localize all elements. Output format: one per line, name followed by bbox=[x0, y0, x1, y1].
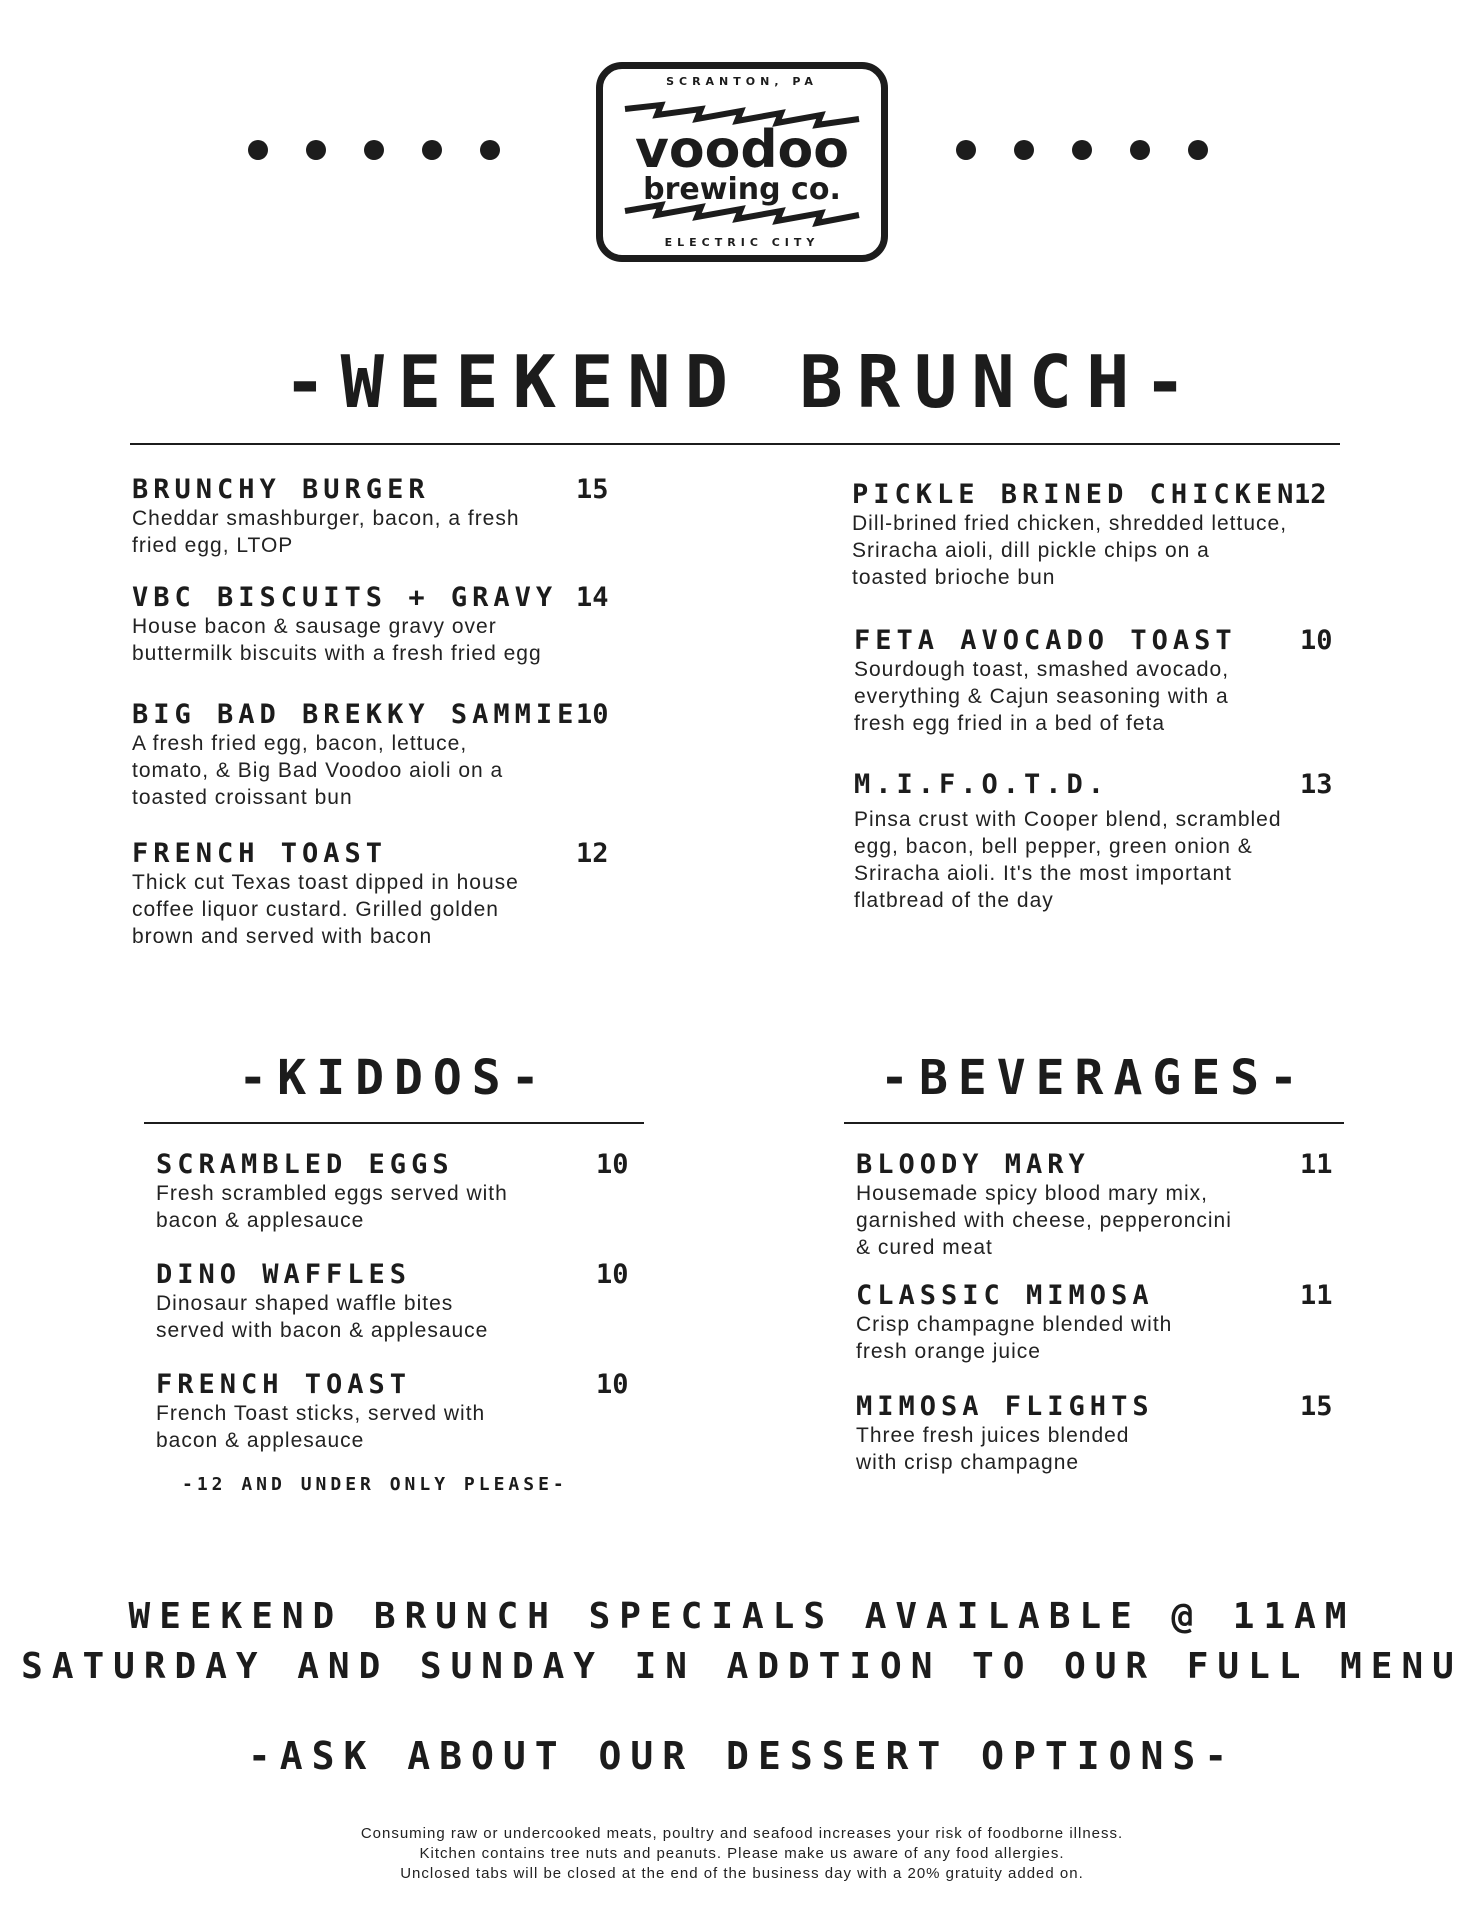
item-price: 10 bbox=[596, 1369, 629, 1400]
logo-lightning-icon bbox=[621, 95, 863, 235]
item-desc-line: Dinosaur shaped waffle bites bbox=[156, 1292, 454, 1315]
item-price: 10 bbox=[596, 1149, 629, 1180]
item-desc-line: bacon & applesauce bbox=[156, 1209, 365, 1232]
kiddos-title: -KIDDOS- bbox=[238, 1050, 550, 1106]
item-name: BLOODY MARY bbox=[856, 1149, 1090, 1180]
item-desc-line: Sriracha aioli. It's the most important bbox=[854, 862, 1232, 885]
item-name: PICKLE BRINED CHICKEN bbox=[852, 479, 1299, 510]
dot bbox=[956, 140, 976, 160]
item-desc-line: Fresh scrambled eggs served with bbox=[156, 1182, 508, 1205]
item-desc-line: Dill-brined fried chicken, shredded lettuce, bbox=[852, 512, 1288, 535]
dot bbox=[1014, 140, 1034, 160]
menu-item bbox=[856, 1281, 1356, 1365]
item-desc-line: buttermilk biscuits with a fresh fried egg bbox=[132, 642, 542, 665]
menu-item bbox=[854, 770, 1354, 914]
logo-top-text: SCRANTON, PA bbox=[666, 75, 818, 88]
menu-item bbox=[156, 1370, 636, 1454]
item-desc-line: garnished with cheese, pepperoncini bbox=[856, 1209, 1232, 1232]
item-name: CLASSIC MIMOSA bbox=[856, 1280, 1154, 1311]
specials-line: WEEKEND BRUNCH SPECIALS AVAILABLE @ 11AM bbox=[128, 1596, 1356, 1637]
menu-item bbox=[852, 480, 1352, 591]
dot bbox=[1130, 140, 1150, 160]
item-desc-line: Sourdough toast, smashed avocado, bbox=[854, 658, 1230, 681]
item-desc-line: tomato, & Big Bad Voodoo aioli on a bbox=[132, 759, 504, 782]
item-desc-line: Thick cut Texas toast dipped in house bbox=[132, 871, 519, 894]
item-name: VBC BISCUITS + GRAVY bbox=[132, 582, 558, 613]
specials-line: SATURDAY AND SUNDAY IN ADDTION TO OUR FULL MENU bbox=[21, 1646, 1463, 1687]
left-dot-row bbox=[248, 140, 538, 160]
item-desc-line: French Toast sticks, served with bbox=[156, 1402, 486, 1425]
dot bbox=[422, 140, 442, 160]
item-desc-line: bacon & applesauce bbox=[156, 1429, 365, 1452]
page-title: -WEEKEND BRUNCH- bbox=[283, 340, 1201, 424]
item-price: 10 bbox=[596, 1259, 629, 1290]
item-desc-line: A fresh fried egg, bacon, lettuce, bbox=[132, 732, 468, 755]
dot bbox=[1188, 140, 1208, 160]
item-desc-line: & cured meat bbox=[856, 1236, 993, 1259]
item-name: FRENCH TOAST bbox=[156, 1369, 412, 1400]
item-name: MIMOSA FLIGHTS bbox=[856, 1391, 1154, 1422]
disclaimer-line: Kitchen contains tree nuts and peanuts. Please make us aware of any food allergies. bbox=[419, 1845, 1065, 1862]
item-price: 11 bbox=[1300, 1280, 1333, 1311]
item-price: 14 bbox=[576, 582, 609, 613]
item-desc-line: Crisp champagne blended with bbox=[856, 1313, 1173, 1336]
item-desc-line: everything & Cajun seasoning with a bbox=[854, 685, 1229, 708]
item-desc-line: Cheddar smashburger, bacon, a fresh bbox=[132, 507, 520, 530]
item-desc-line: fresh orange juice bbox=[856, 1340, 1041, 1363]
logo-wordmark: voodoo bbox=[634, 120, 850, 180]
menu-item bbox=[156, 1150, 636, 1234]
item-desc-line: Pinsa crust with Cooper blend, scrambled bbox=[854, 808, 1282, 831]
dot bbox=[306, 140, 326, 160]
disclaimer-line: Consuming raw or undercooked meats, poultry and seafood increases your risk of foodborne illness. bbox=[360, 1825, 1124, 1842]
kiddos-divider bbox=[144, 1122, 644, 1124]
item-desc-line: with crisp champagne bbox=[856, 1451, 1080, 1474]
title-divider bbox=[130, 443, 1340, 445]
item-desc-line: Three fresh juices blended bbox=[856, 1424, 1130, 1447]
dessert-note: -ASK ABOUT OUR DESSERT OPTIONS- bbox=[247, 1734, 1237, 1778]
menu-item bbox=[854, 626, 1354, 737]
menu-item bbox=[856, 1150, 1356, 1261]
item-price: 12 bbox=[1294, 479, 1327, 510]
item-name: FRENCH TOAST bbox=[132, 838, 388, 869]
item-name: M.I.F.O.T.D. bbox=[854, 769, 1110, 800]
item-desc-line: toasted croissant bun bbox=[132, 786, 353, 809]
item-name: DINO WAFFLES bbox=[156, 1259, 412, 1290]
brewery-logo bbox=[596, 62, 888, 262]
item-desc-line: Sriracha aioli, dill pickle chips on a bbox=[852, 539, 1210, 562]
menu-item bbox=[132, 700, 612, 811]
item-name: BRUNCHY BURGER bbox=[132, 474, 430, 505]
item-price: 10 bbox=[576, 699, 609, 730]
item-name: SCRAMBLED EGGS bbox=[156, 1149, 454, 1180]
item-desc-line: fried egg, LTOP bbox=[132, 534, 294, 557]
dot bbox=[248, 140, 268, 160]
beverages-title: -BEVERAGES- bbox=[880, 1050, 1308, 1106]
item-desc-line: toasted brioche bun bbox=[852, 566, 1056, 589]
menu-item bbox=[132, 839, 612, 950]
item-desc-line: fresh egg fried in a bed of feta bbox=[854, 712, 1166, 735]
item-price: 15 bbox=[1300, 1391, 1333, 1422]
item-name: FETA AVOCADO TOAST bbox=[854, 625, 1237, 656]
dot bbox=[364, 140, 384, 160]
item-desc-line: served with bacon & applesauce bbox=[156, 1319, 489, 1342]
logo-subwordmark: brewing co. bbox=[643, 172, 841, 207]
right-dot-row bbox=[956, 140, 1246, 160]
item-price: 13 bbox=[1300, 769, 1333, 800]
item-desc-line: House bacon & sausage gravy over bbox=[132, 615, 497, 638]
dot bbox=[1072, 140, 1092, 160]
item-price: 15 bbox=[576, 474, 609, 505]
item-desc-line: Housemade spicy blood mary mix, bbox=[856, 1182, 1208, 1205]
menu-item bbox=[132, 583, 612, 667]
menu-item bbox=[132, 475, 612, 559]
item-desc-line: egg, bacon, bell pepper, green onion & bbox=[854, 835, 1253, 858]
item-desc-line: flatbread of the day bbox=[854, 889, 1054, 912]
item-name: BIG BAD BREKKY SAMMIE bbox=[132, 699, 579, 730]
logo-bottom-text: ELECTRIC CITY bbox=[664, 236, 820, 249]
item-price: 11 bbox=[1300, 1149, 1333, 1180]
item-desc-line: coffee liquor custard. Grilled golden bbox=[132, 898, 499, 921]
kiddos-age-note: -12 AND UNDER ONLY PLEASE- bbox=[182, 1474, 568, 1495]
disclaimer bbox=[0, 1824, 1484, 1884]
item-price: 10 bbox=[1300, 625, 1333, 656]
item-desc-line: brown and served with bacon bbox=[132, 925, 433, 948]
dot bbox=[480, 140, 500, 160]
menu-item bbox=[856, 1392, 1356, 1476]
item-price: 12 bbox=[576, 838, 609, 869]
menu-item bbox=[156, 1260, 636, 1344]
disclaimer-line: Unclosed tabs will be closed at the end of the business day with a 20% gratuity added on. bbox=[400, 1865, 1084, 1882]
beverages-divider bbox=[844, 1122, 1344, 1124]
